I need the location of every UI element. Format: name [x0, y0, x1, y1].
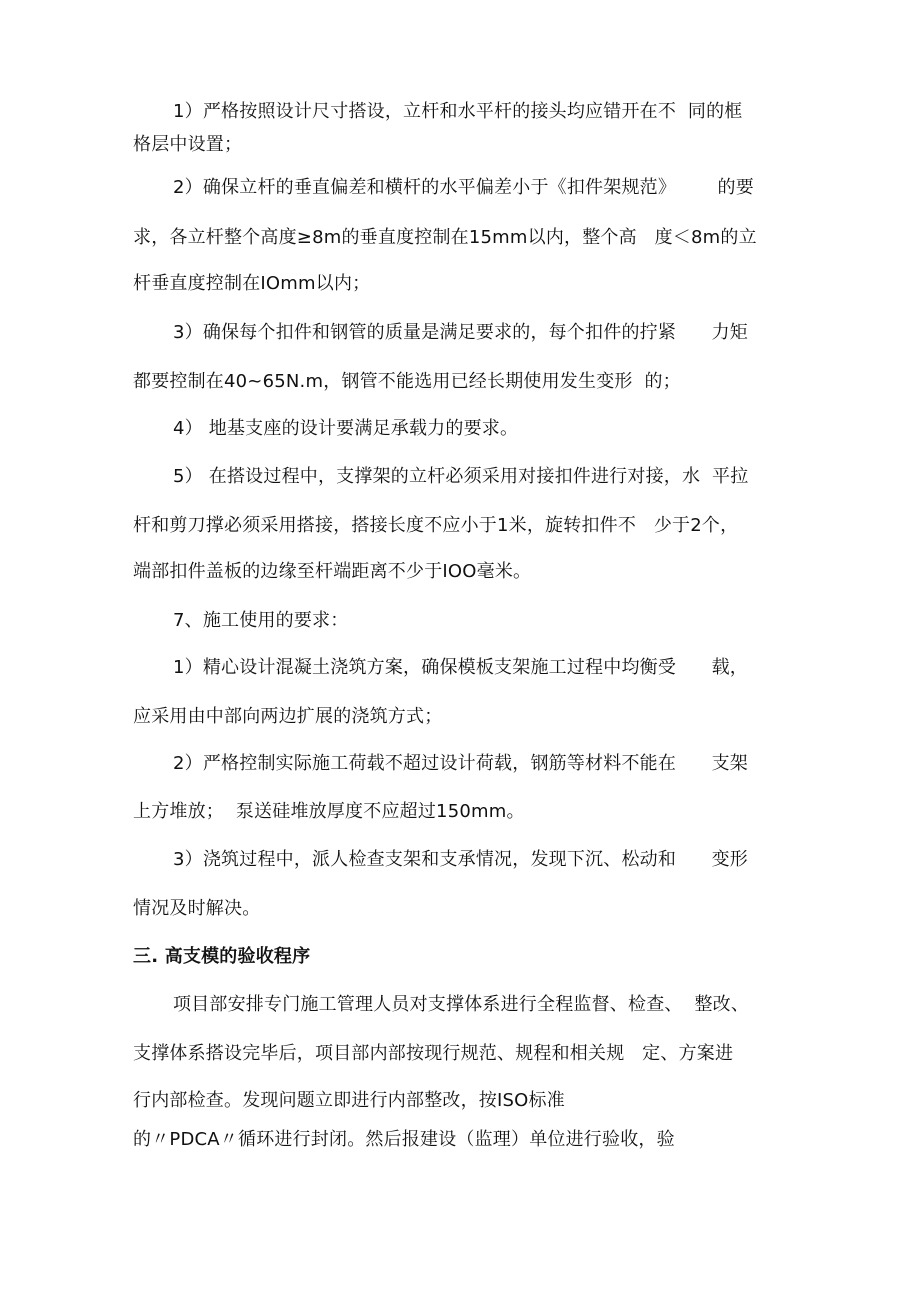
paragraph-line: 项目部安排专门施工管理人员对支撑体系进行全程监督、检查、 整改、 [173, 994, 750, 1015]
paragraph-line: 都要控制在40~65N.m，钢管不能选用已经长期使用发生变形 的； [133, 371, 681, 392]
paragraph-line: 5） 在搭设过程中，支撑架的立杆必须采用对接扣件进行对接，水 平拉 [173, 466, 749, 487]
paragraph-line: 2）严格控制实际施工荷载不超过设计荷载，钢筋等材料不能在 支架 [173, 753, 748, 774]
section-heading: 三. 高支模的验收程序 [133, 946, 311, 967]
paragraph-line: 1）精心设计混凝土浇筑方案，确保模板支架施工过程中均衡受 载， [173, 657, 748, 678]
paragraph-line: 1）严格按照设计尺寸搭设，立杆和水平杆的接头均应错开在不 同的框 [173, 101, 743, 122]
paragraph-line: 支撑体系搭设完毕后，项目部内部按现行规范、规程和相关规 定、方案进 [133, 1043, 734, 1064]
paragraph-line: 情况及时解决。 [133, 898, 261, 919]
paragraph-line: 的〃PDCA〃循环进行封闭。然后报建设（监理）单位进行验收，验 [133, 1129, 675, 1150]
section-heading: 7、施工使用的要求： [173, 610, 349, 631]
paragraph-line: 杆垂直度控制在IOmm以内； [133, 273, 371, 294]
paragraph-line: 应采用由中部向两边扩展的浇筑方式； [133, 706, 443, 727]
paragraph-line: 4） 地基支座的设计要满足承载力的要求。 [173, 418, 519, 439]
paragraph-line: 杆和剪刀撑必须采用搭接，搭接长度不应小于1米，旋转扣件不 少于2个， [133, 515, 739, 536]
paragraph-line: 行内部检查。发现问题立即进行内部整改，按ISO标准 [133, 1090, 565, 1111]
paragraph-line: 上方堆放； 泵送硅堆放厚度不应超过150mm。 [133, 801, 525, 822]
paragraph-line: 格层中设置； [133, 134, 243, 155]
paragraph-line: 3）浇筑过程中，派人检查支架和支承情况，发现下沉、松动和 变形 [173, 849, 748, 870]
paragraph-line: 端部扣件盖板的边缘至杆端距离不少于IOO毫米。 [133, 561, 532, 582]
paragraph-line: 求，各立杆整个高度≥8m的垂直度控制在15mm以内，整个高 度＜8m的立 [133, 227, 757, 248]
paragraph-line: 2）确保立杆的垂直偏差和横杆的水平偏差小于《扣件架规范》 的要 [173, 177, 754, 198]
paragraph-line: 3）确保每个扣件和钢管的质量是满足要求的，每个扣件的拧紧 力矩 [173, 322, 748, 343]
